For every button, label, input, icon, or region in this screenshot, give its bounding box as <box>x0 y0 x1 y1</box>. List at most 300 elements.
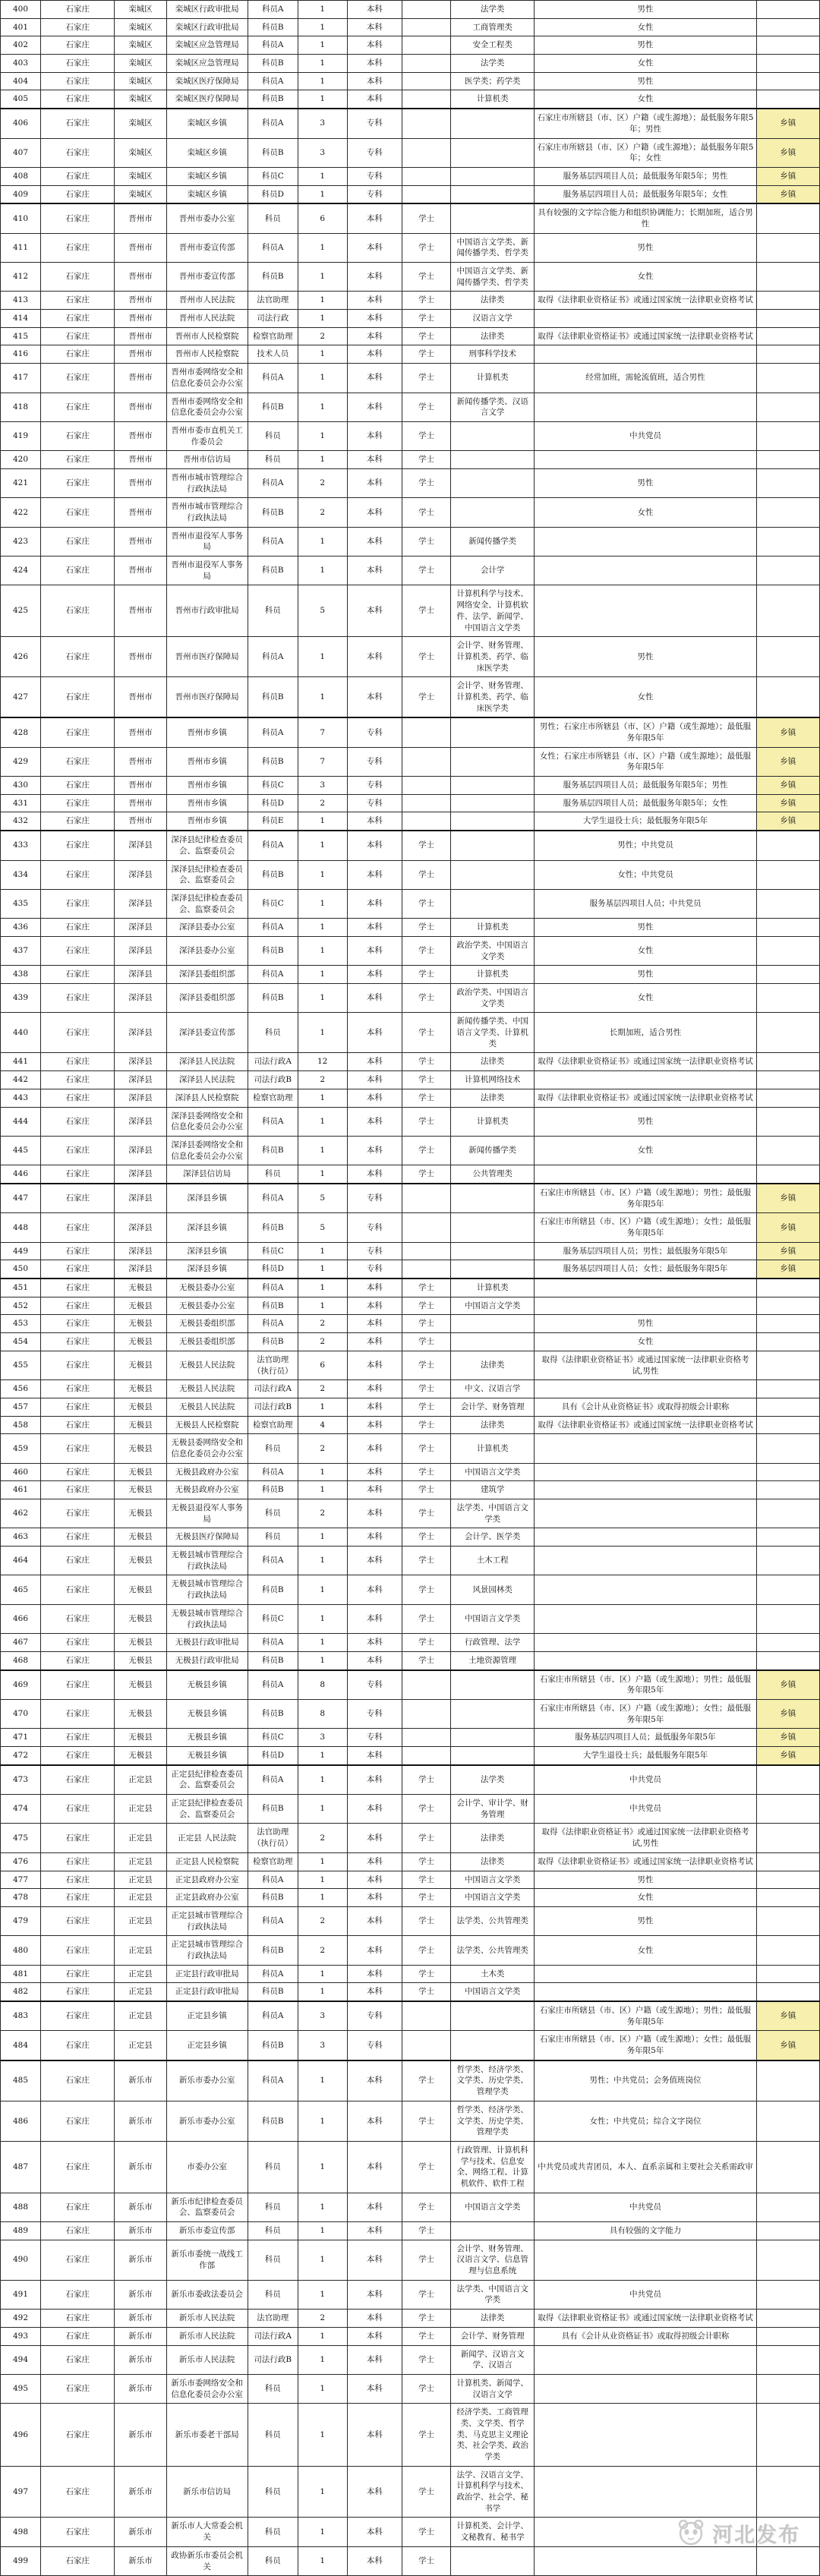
cell-remark: 男性；中共党员 <box>535 831 756 860</box>
cell-town <box>756 1795 819 1824</box>
cell-edu: 本科 <box>347 1434 402 1463</box>
cell-remark <box>535 345 756 364</box>
cell-post: 科员A <box>248 637 298 677</box>
cell-remark: 女性 <box>535 984 756 1013</box>
cell-major <box>451 203 535 233</box>
cell-edu: 本科 <box>347 468 402 497</box>
cell-post: 科员 <box>248 1499 298 1528</box>
cell-degree: 学士 <box>402 2466 451 2518</box>
cell-major: 会计学、财务管理 <box>451 1398 535 1416</box>
cell-no: 418 <box>1 393 41 421</box>
cell-no: 435 <box>1 889 41 918</box>
cell-org: 新乐市委老干部局 <box>166 2404 248 2466</box>
cell-city: 石家庄 <box>41 1380 115 1398</box>
cell-degree: 学士 <box>402 557 451 585</box>
cell-org: 晋州市人民检察院 <box>166 327 248 345</box>
cell-no: 480 <box>1 1936 41 1965</box>
cell-degree: 学士 <box>402 451 451 469</box>
table-row <box>1 1260 820 1279</box>
cell-town: 乡镇 <box>756 747 819 776</box>
cell-degree: 学士 <box>402 327 451 345</box>
cell-county: 无极县 <box>115 1416 166 1434</box>
cell-major: 计算机类 <box>451 1434 535 1463</box>
cell-post: 科员D <box>248 794 298 812</box>
cell-degree: 学士 <box>402 1651 451 1670</box>
cell-post: 技术人员 <box>248 345 298 364</box>
cell-no: 477 <box>1 1871 41 1889</box>
cell-num: 1 <box>298 2404 347 2466</box>
cell-edu: 本科 <box>347 310 402 328</box>
cell-degree: 学士 <box>402 1481 451 1499</box>
cell-num: 1 <box>298 1547 347 1575</box>
cell-degree <box>402 167 451 185</box>
cell-degree: 学士 <box>402 1463 451 1481</box>
cell-no: 414 <box>1 310 41 328</box>
cell-major: 中国语言文学类 <box>451 1297 535 1315</box>
cell-org: 无极县退役军人事务局 <box>166 1499 248 1528</box>
cell-city: 石家庄 <box>41 1089 115 1107</box>
cell-num: 1 <box>298 1634 347 1652</box>
table-row <box>1 233 820 262</box>
cell-org: 无极县人民法院 <box>166 1398 248 1416</box>
table-row <box>1 1871 820 1889</box>
cell-town <box>756 557 819 585</box>
cell-num: 1 <box>298 1279 347 1297</box>
cell-degree: 学士 <box>402 1434 451 1463</box>
cell-degree: 学士 <box>402 1547 451 1575</box>
table-row <box>1 1765 820 1795</box>
cell-num: 1 <box>298 1089 347 1107</box>
cell-degree: 学士 <box>402 345 451 364</box>
cell-degree: 学士 <box>402 364 451 393</box>
cell-town <box>756 966 819 984</box>
cell-org: 正定县行政审批局 <box>166 1965 248 1983</box>
cell-county: 深泽县 <box>115 936 166 965</box>
cell-degree <box>402 2031 451 2060</box>
cell-major: 计算机类 <box>451 966 535 984</box>
cell-city: 石家庄 <box>41 2345 115 2374</box>
cell-no: 474 <box>1 1795 41 1824</box>
cell-degree <box>402 717 451 747</box>
cell-org: 新乐市委宣传部 <box>166 2222 248 2240</box>
cell-remark: 女性 <box>535 18 756 36</box>
cell-remark: 中共党员 <box>535 1795 756 1824</box>
cell-num: 1 <box>298 1481 347 1499</box>
cell-degree <box>402 794 451 812</box>
cell-remark <box>535 2345 756 2374</box>
cell-city: 石家庄 <box>41 498 115 527</box>
cell-town <box>756 585 819 637</box>
cell-degree: 学士 <box>402 2404 451 2466</box>
cell-major: 新闻传播学类、汉语言文学 <box>451 393 535 421</box>
cell-major <box>451 889 535 918</box>
cell-county: 正定县 <box>115 1889 166 1907</box>
cell-major: 经济学类、工商管理类、文学类、哲学类、马克思主义理论类、社会学类、政治学类 <box>451 2404 535 2466</box>
cell-post: 科员 <box>248 2518 298 2546</box>
cell-degree <box>402 138 451 167</box>
cell-org: 无极县城市管理综合行政执法局 <box>166 1575 248 1604</box>
cell-post: 科员A <box>248 1871 298 1889</box>
cell-edu: 本科 <box>347 812 402 831</box>
cell-org: 无极县委网络安全和信息化委员会办公室 <box>166 1434 248 1463</box>
cell-edu: 本科 <box>347 1936 402 1965</box>
cell-org: 晋州市行政审批局 <box>166 585 248 637</box>
cell-city: 石家庄 <box>41 1965 115 1983</box>
cell-degree <box>402 812 451 831</box>
cell-remark: 取得《法律职业资格证书》或通过国家统一法律职业资格考试 <box>535 1416 756 1434</box>
cell-major: 计算机类 <box>451 1279 535 1297</box>
cell-no: 457 <box>1 1398 41 1416</box>
cell-edu: 专科 <box>347 717 402 747</box>
cell-no: 492 <box>1 2310 41 2328</box>
table-row <box>1 527 820 556</box>
cell-org: 深泽县乡镇 <box>166 1184 248 1213</box>
cell-edu: 专科 <box>347 1184 402 1213</box>
cell-county: 正定县 <box>115 1983 166 2001</box>
cell-no: 491 <box>1 2280 41 2309</box>
cell-edu: 本科 <box>347 1765 402 1795</box>
cell-county: 晋州市 <box>115 233 166 262</box>
cell-org: 深泽县委办公室 <box>166 936 248 965</box>
cell-city: 石家庄 <box>41 1651 115 1670</box>
cell-num: 1 <box>298 2327 347 2345</box>
cell-post: 科员B <box>248 1936 298 1965</box>
cell-num: 1 <box>298 1165 347 1184</box>
cell-county: 深泽县 <box>115 1213 166 1242</box>
table-row <box>1 1416 820 1434</box>
cell-remark: 取得《法律职业资格证书》或通过国家统一法律职业资格考试 <box>535 327 756 345</box>
cell-major: 中国语言文学类 <box>451 1983 535 2001</box>
cell-town <box>756 2310 819 2328</box>
cell-edu: 本科 <box>347 1315 402 1333</box>
cell-edu: 本科 <box>347 1604 402 1633</box>
cell-org: 正定县城市管理综合行政执法局 <box>166 1936 248 1965</box>
cell-num: 1 <box>298 2466 347 2518</box>
cell-no: 432 <box>1 812 41 831</box>
cell-org: 正定县纪律检查委员会、监察委员会 <box>166 1795 248 1824</box>
cell-major: 哲学类、经济学类、文学类、历史学类、管理学类 <box>451 2060 535 2101</box>
cell-major: 土地资源管理 <box>451 1651 535 1670</box>
cell-major: 计算机类 <box>451 919 535 937</box>
cell-org: 正定县政府办公室 <box>166 1871 248 1889</box>
cell-org: 晋州市委办公室 <box>166 203 248 233</box>
cell-county: 正定县 <box>115 1852 166 1871</box>
cell-town <box>756 18 819 36</box>
cell-org: 无极县乡镇 <box>166 1670 248 1700</box>
cell-post: 科员B <box>248 1481 298 1499</box>
cell-town <box>756 1463 819 1481</box>
cell-remark: 具有较强的文字综合能力和组织协调能力；长期加班，适合男性 <box>535 203 756 233</box>
cell-major: 公共管理类 <box>451 1165 535 1184</box>
cell-no: 484 <box>1 2031 41 2060</box>
cell-county: 无极县 <box>115 1279 166 1297</box>
table-row <box>1 1107 820 1136</box>
cell-edu: 本科 <box>347 1297 402 1315</box>
cell-remark: 女性 <box>535 677 756 718</box>
cell-post: 司法行政A <box>248 1053 298 1071</box>
cell-org: 栾城区行政审批局 <box>166 1 248 19</box>
cell-major: 计算机科学与技术、网络安全、计算机软件、法学、新闻学、中国语言文学类 <box>451 585 535 637</box>
cell-edu: 本科 <box>347 1333 402 1351</box>
cell-num: 3 <box>298 138 347 167</box>
cell-edu: 本科 <box>347 1481 402 1499</box>
table-row <box>1 2327 820 2345</box>
cell-post: 科员 <box>248 203 298 233</box>
cell-town <box>756 1315 819 1333</box>
cell-remark: 具有较强的文字能力 <box>535 2222 756 2240</box>
cell-remark: 女性 <box>535 498 756 527</box>
cell-post: 检察官助理 <box>248 327 298 345</box>
cell-major <box>451 831 535 860</box>
cell-org: 无极县行政审批局 <box>166 1634 248 1652</box>
cell-town: 乡镇 <box>756 185 819 203</box>
cell-degree <box>402 1 451 19</box>
cell-county: 栾城区 <box>115 138 166 167</box>
cell-no: 404 <box>1 72 41 90</box>
cell-no: 473 <box>1 1765 41 1795</box>
cell-major: 会计学、医学类 <box>451 1528 535 1547</box>
cell-no: 440 <box>1 1013 41 1053</box>
cell-edu: 本科 <box>347 1871 402 1889</box>
cell-county: 正定县 <box>115 1936 166 1965</box>
cell-no: 420 <box>1 451 41 469</box>
cell-major <box>451 1213 535 1242</box>
cell-num: 1 <box>298 1013 347 1053</box>
cell-remark: 男性 <box>535 1906 756 1935</box>
table-row <box>1 1575 820 1604</box>
cell-town <box>756 1333 819 1351</box>
cell-no: 400 <box>1 1 41 19</box>
cell-degree <box>402 1699 451 1728</box>
cell-city: 石家庄 <box>41 1765 115 1795</box>
cell-city: 石家庄 <box>41 919 115 937</box>
table-row <box>1 637 820 677</box>
cell-org: 深泽县乡镇 <box>166 1242 248 1260</box>
cell-edu: 本科 <box>347 1965 402 1983</box>
cell-num: 1 <box>298 1136 347 1165</box>
cell-city: 石家庄 <box>41 2404 115 2466</box>
cell-city: 石家庄 <box>41 2001 115 2031</box>
cell-city: 石家庄 <box>41 1936 115 1965</box>
cell-city: 石家庄 <box>41 1634 115 1652</box>
cell-county: 新乐市 <box>115 2345 166 2374</box>
cell-num: 1 <box>298 527 347 556</box>
cell-edu: 专科 <box>347 777 402 795</box>
cell-remark: 男性；石家庄市所辖县（市、区）户籍（或生源地）；最低服务年限5年 <box>535 717 756 747</box>
cell-no: 422 <box>1 498 41 527</box>
cell-degree: 学士 <box>402 1136 451 1165</box>
cell-num: 1 <box>298 2101 347 2141</box>
cell-post: 科员 <box>248 1013 298 1053</box>
cell-num: 2 <box>298 794 347 812</box>
cell-county: 晋州市 <box>115 292 166 310</box>
cell-county: 正定县 <box>115 1906 166 1935</box>
cell-major: 法学类 <box>451 55 535 73</box>
cell-major: 新闻学、汉语言文学、汉语言 <box>451 2345 535 2374</box>
cell-major <box>451 421 535 450</box>
cell-org: 深泽县纪律检查委员会、监察委员会 <box>166 831 248 860</box>
cell-city: 石家庄 <box>41 2222 115 2240</box>
cell-edu: 专科 <box>347 2001 402 2031</box>
cell-town <box>756 451 819 469</box>
cell-degree: 学士 <box>402 2310 451 2328</box>
cell-major: 土木工程 <box>451 1547 535 1575</box>
cell-no: 490 <box>1 2240 41 2280</box>
cell-no: 405 <box>1 90 41 109</box>
cell-remark: 服务基层四项目人员；最低服务年限5年；男性 <box>535 777 756 795</box>
cell-town <box>756 468 819 497</box>
cell-major <box>451 2031 535 2060</box>
cell-degree: 学士 <box>402 1107 451 1136</box>
cell-no: 479 <box>1 1906 41 1935</box>
cell-edu: 专科 <box>347 138 402 167</box>
cell-city: 石家庄 <box>41 263 115 292</box>
cell-edu: 本科 <box>347 2060 402 2101</box>
cell-post: 科员C <box>248 777 298 795</box>
cell-town <box>756 55 819 73</box>
cell-no: 424 <box>1 557 41 585</box>
cell-num: 1 <box>298 292 347 310</box>
cell-num: 3 <box>298 777 347 795</box>
cell-edu: 本科 <box>347 393 402 421</box>
cell-city: 石家庄 <box>41 1906 115 1935</box>
cell-org: 正定县 人民法院 <box>166 1824 248 1852</box>
cell-town <box>756 1547 819 1575</box>
cell-edu: 本科 <box>347 831 402 860</box>
cell-org: 新乐市委网络安全和信息化委员会办公室 <box>166 2374 248 2403</box>
cell-degree <box>402 747 451 776</box>
cell-post: 司法行政B <box>248 1071 298 1089</box>
cell-remark <box>535 1380 756 1398</box>
cell-major: 中国语言文学类 <box>451 1604 535 1633</box>
cell-edu: 本科 <box>347 1053 402 1071</box>
cell-post: 科员A <box>248 72 298 90</box>
cell-remark: 服务基层四项目人员；中共党员 <box>535 889 756 918</box>
cell-town <box>756 90 819 109</box>
cell-major <box>451 812 535 831</box>
cell-county: 新乐市 <box>115 2060 166 2101</box>
table-row <box>1 1604 820 1633</box>
cell-remark <box>535 2546 756 2575</box>
table-row <box>1 36 820 55</box>
cell-major: 中国语言文学类 <box>451 1463 535 1481</box>
cell-post: 科员 <box>248 2374 298 2403</box>
cell-edu: 本科 <box>347 557 402 585</box>
cell-remark <box>535 2466 756 2518</box>
cell-city: 石家庄 <box>41 345 115 364</box>
cell-edu: 本科 <box>347 1416 402 1434</box>
cell-edu: 本科 <box>347 1852 402 1871</box>
cell-degree: 学士 <box>402 1634 451 1652</box>
cell-org: 晋州市城市管理综合行政执法局 <box>166 468 248 497</box>
cell-city: 石家庄 <box>41 1481 115 1499</box>
table-row <box>1 1315 820 1333</box>
cell-remark: 取得《法律职业资格证书》或通过国家统一法律职业资格考试 <box>535 1053 756 1071</box>
cell-org: 晋州市人民检察院 <box>166 345 248 364</box>
cell-no: 456 <box>1 1380 41 1398</box>
cell-org: 晋州市人民法院 <box>166 292 248 310</box>
cell-major: 法学类、中国语言文学类 <box>451 1499 535 1528</box>
cell-remark <box>535 1651 756 1670</box>
cell-degree <box>402 1670 451 1700</box>
cell-county: 深泽县 <box>115 1053 166 1071</box>
cell-post: 科员B <box>248 90 298 109</box>
cell-remark: 大学生退役士兵；最低服务年限5年 <box>535 1747 756 1765</box>
cell-county: 栾城区 <box>115 1 166 19</box>
cell-num: 2 <box>298 1333 347 1351</box>
cell-no: 488 <box>1 2193 41 2221</box>
table-row <box>1 717 820 747</box>
cell-major <box>451 860 535 889</box>
cell-num: 1 <box>298 2240 347 2280</box>
cell-degree: 学士 <box>402 1398 451 1416</box>
cell-major: 法学类、中国语言文学类 <box>451 2280 535 2309</box>
cell-no: 431 <box>1 794 41 812</box>
cell-num: 1 <box>298 345 347 364</box>
cell-town <box>756 2280 819 2309</box>
cell-remark: 女性 <box>535 55 756 73</box>
cell-no: 417 <box>1 364 41 393</box>
cell-org: 晋州市乡镇 <box>166 717 248 747</box>
cell-no: 483 <box>1 2001 41 2031</box>
cell-degree: 学士 <box>402 1889 451 1907</box>
cell-major: 政治学类、中国语言文学类 <box>451 984 535 1013</box>
cell-major <box>451 138 535 167</box>
cell-edu: 本科 <box>347 1165 402 1184</box>
table-row <box>1 1824 820 1852</box>
cell-post: 科员B <box>248 55 298 73</box>
cell-county: 晋州市 <box>115 203 166 233</box>
table-row <box>1 889 820 918</box>
cell-remark: 男性 <box>535 72 756 90</box>
cell-major: 新闻传播学类 <box>451 527 535 556</box>
cell-major: 法律类 <box>451 1351 535 1379</box>
cell-no: 475 <box>1 1824 41 1852</box>
cell-num: 2 <box>298 498 347 527</box>
cell-no: 467 <box>1 1634 41 1652</box>
cell-degree: 学士 <box>402 2222 451 2240</box>
cell-post: 法官助理 <box>248 2310 298 2328</box>
table-row <box>1 1729 820 1747</box>
cell-city: 石家庄 <box>41 2060 115 2101</box>
cell-degree <box>402 1747 451 1765</box>
cell-city: 石家庄 <box>41 327 115 345</box>
cell-major: 计算机类 <box>451 1107 535 1136</box>
cell-remark <box>535 393 756 421</box>
cell-town <box>756 637 819 677</box>
cell-post: 科员A <box>248 36 298 55</box>
cell-org: 深泽县委网络安全和信息化委员会办公室 <box>166 1136 248 1165</box>
cell-county: 新乐市 <box>115 2141 166 2193</box>
cell-city: 石家庄 <box>41 1547 115 1575</box>
cell-county: 深泽县 <box>115 919 166 937</box>
cell-post: 科员A <box>248 468 298 497</box>
cell-num: 2 <box>298 1315 347 1333</box>
cell-city: 石家庄 <box>41 1889 115 1907</box>
cell-remark: 取得《法律职业资格证书》或通过国家统一法律职业资格考试 <box>535 1089 756 1107</box>
cell-no: 465 <box>1 1575 41 1604</box>
cell-major: 会计学、财务管理、汉语言文学、信息管理与信息系统 <box>451 2240 535 2280</box>
cell-town <box>756 1013 819 1053</box>
cell-org: 深泽县乡镇 <box>166 1213 248 1242</box>
cell-post: 科员A <box>248 1634 298 1652</box>
cell-major: 法学类、公共管理类 <box>451 1906 535 1935</box>
cell-degree: 学士 <box>402 889 451 918</box>
cell-edu: 专科 <box>347 1213 402 1242</box>
cell-remark: 石家庄市所辖县（市、区）户籍（或生源地）；男性；最低服务年限5年 <box>535 2001 756 2031</box>
table-row <box>1 1184 820 1213</box>
cell-town <box>756 203 819 233</box>
